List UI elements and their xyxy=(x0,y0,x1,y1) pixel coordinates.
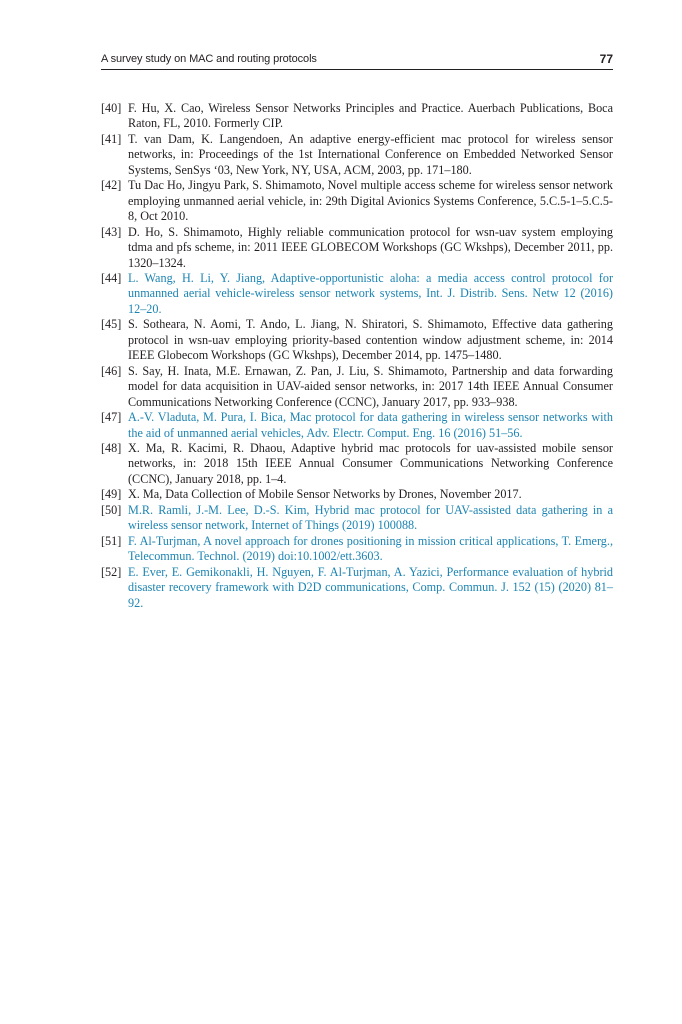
reference-item xyxy=(101,441,613,487)
reference-number: [45] xyxy=(101,317,122,332)
running-header xyxy=(101,52,613,70)
reference-item xyxy=(101,565,613,611)
reference-number: [40] xyxy=(101,101,122,115)
reference-link[interactable]: F. Al-Turjman, A novel approach for drones positioning in mission critical applications, T. Emerg., Telecommun. Technol. (2019) doi:10.1002/ett.3603. xyxy=(128,533,613,564)
reference-text: T. van Dam, K. Langendoen, An adaptive energy-efficient mac protocol for wireless sensor networks, in: Proceedings of the 1st International Conference on Embedded Networked Sensor Systems, SenSys ‘03, New York, NY, USA, ACM, 2003, pp. 171–180. xyxy=(128,131,613,177)
reference-link[interactable]: M.R. Ramli, J.-M. Lee, D.-S. Kim, Hybrid mac protocol for UAV-assisted data gathering in a wireless sensor network, Internet of Things (2019) 100088. xyxy=(128,502,613,533)
reference-item xyxy=(101,271,613,317)
reference-number: [47] xyxy=(101,410,122,425)
reference-item xyxy=(101,410,613,441)
reference-item xyxy=(101,132,613,178)
reference-number: [41] xyxy=(101,131,122,146)
reference-number: [52] xyxy=(101,564,122,579)
reference-text: X. Ma, R. Kacimi, R. Dhaou, Adaptive hybrid mac protocols for uav-assisted mobile sensor networks, in: 2018 15th IEEE Annual Consumer Communications Networking Conference (CCNC), January 2018, pp. 1–4. xyxy=(128,440,613,486)
reference-link[interactable]: E. Ever, E. Gemikonakli, H. Nguyen, F. Al-Turjman, A. Yazici, Performance evaluation of hybrid disaster recovery framework with D2D communications, Comp. Commun. J. 152 (15) (2020) 81–92. xyxy=(128,564,613,610)
reference-item xyxy=(101,101,613,132)
page-number: 77 xyxy=(599,52,613,66)
reference-text: F. Hu, X. Cao, Wireless Sensor Networks Principles and Practice. Auerbach Publications, Boca Raton, FL, 2010. Formerly CIP. xyxy=(128,101,613,131)
reference-number: [43] xyxy=(101,224,122,239)
reference-number: [42] xyxy=(101,178,122,193)
reference-text: S. Say, H. Inata, M.E. Ernawan, Z. Pan, J. Liu, S. Shimamoto, Partnership and data forwarding model for data acquisition in UAV-aided sensor networks, in: 2017 14th IEEE Annual Consumer Communications Networking Conference (CCNC), January 2017, pp. 933–938. xyxy=(128,363,613,409)
reference-item xyxy=(101,503,613,534)
reference-text: Tu Dac Ho, Jingyu Park, S. Shimamoto, Novel multiple access scheme for wireless sensor network employing unmanned aerial vehicle, in: 29th Digital Avionics Systems Conference, 5.C.5-1–5.C.5-8, Oct 2010. xyxy=(128,178,613,224)
reference-text: S. Sotheara, N. Aomi, T. Ando, L. Jiang, N. Shiratori, S. Shimamoto, Effective data gathering protocol in wsn-uav employing priority-based contention window adjustment scheme, in: 2014 IEEE Globecom Workshops (GC Wkshps), December 2014, pp. 1475–1480. xyxy=(128,317,613,363)
reference-text: D. Ho, S. Shimamoto, Highly reliable communication protocol for wsn-uav system employing tdma and pfs scheme, in: 2011 IEEE GLOBECOM Workshops (GC Wkshps), December 2011, pp. 1320–1324. xyxy=(128,224,613,270)
reference-number: [50] xyxy=(101,502,122,517)
reference-item xyxy=(101,317,613,363)
reference-number: [51] xyxy=(101,533,122,548)
reference-item xyxy=(101,178,613,224)
reference-item xyxy=(101,487,613,502)
reference-item xyxy=(101,534,613,565)
reference-list xyxy=(101,101,613,611)
reference-number: [46] xyxy=(101,363,122,378)
reference-number: [48] xyxy=(101,440,122,455)
reference-link[interactable]: A.-V. Vladuta, M. Pura, I. Bica, Mac protocol for data gathering in wireless sensor networks with the aid of unmanned aerial vehicles, Adv. Electr. Comput. Eng. 16 (2016) 51–56. xyxy=(128,410,613,440)
reference-text: X. Ma, Data Collection of Mobile Sensor Networks by Drones, November 2017. xyxy=(128,487,522,502)
reference-number: [44] xyxy=(101,270,122,285)
reference-item xyxy=(101,364,613,410)
reference-link[interactable]: L. Wang, H. Li, Y. Jiang, Adaptive-opportunistic aloha: a media access control protocol for unmanned aerial vehicle-wireless sensor network systems, Int. J. Distrib. Sens. Netw 12 (2016) 12–20. xyxy=(128,270,613,316)
reference-number: [49] xyxy=(101,487,122,502)
reference-item xyxy=(101,225,613,271)
running-title: A survey study on MAC and routing protocols xyxy=(101,53,317,65)
